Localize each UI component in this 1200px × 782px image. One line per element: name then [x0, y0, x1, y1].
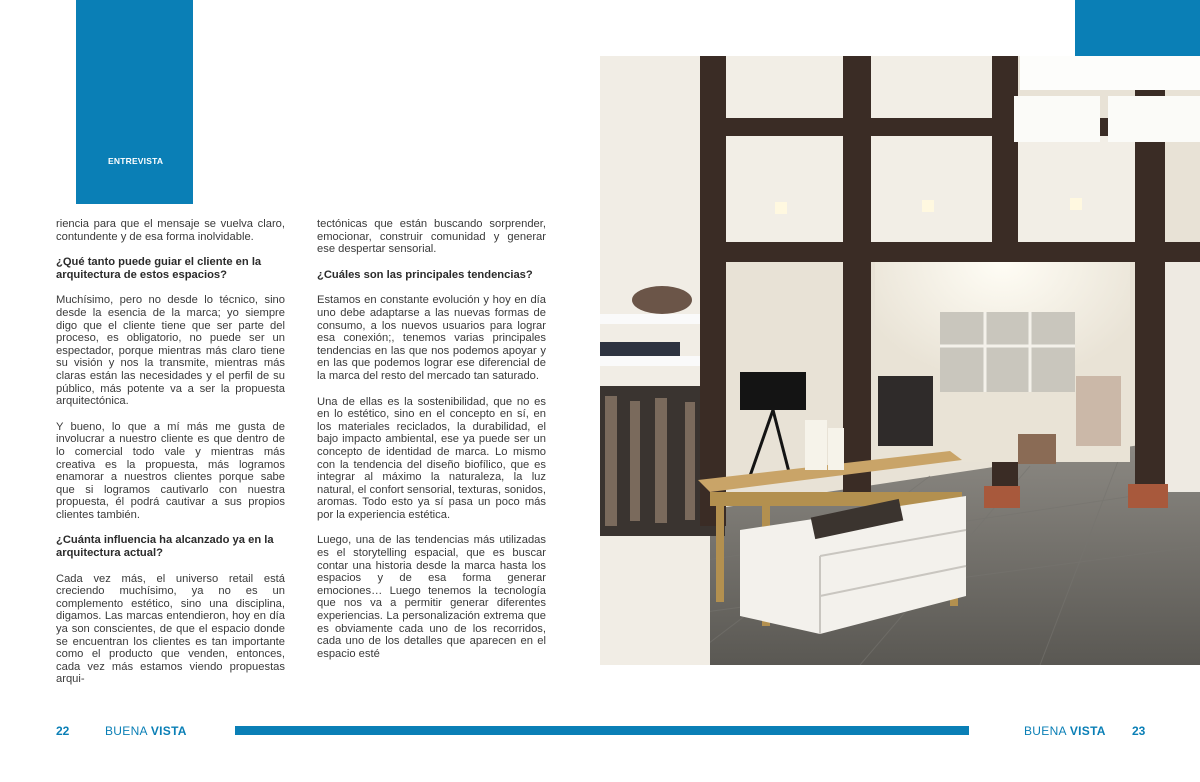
article-column-left: [56, 218, 285, 699]
article-paragraph: Estamos en constante evolución y hoy en día uno debe adaptarse a las nuevas formas de consumo, a los nuevos usuarios para lograr esa conexión;, tenemos varias principales tendencias en las que nos podemos apoyar y en las que podemos lograr ese diferencial de la marca del resto del mercado tan saturado.: [317, 294, 546, 382]
article-paragraph: Muchísimo, pero no desde lo técnico, sino desde la esencia de la marca; yo siempre digo que el cliente tiene que ser parte del proceso, es obligatorio, no puede ser un espectador, porque mientras más claro tiene su visión y nos la transmite, mientras más claras están las necesidades y el perfil de su público, más potente va a ser la propuesta arquitectónica.: [56, 294, 285, 408]
footer-bar: [235, 726, 969, 735]
brand-light-text: BUENA: [1024, 724, 1067, 738]
article-paragraph: tectónicas que están buscando sorprender, emocionar, construir comunidad y generar ese despertar sensorial.: [317, 218, 546, 256]
brand-right: [1024, 724, 1106, 738]
article-paragraph: Una de ellas es la sostenibilidad, que no es en lo estético, sino en el concepto en sí, en los materiales reciclados, la durabilidad, el bajo impacto ambiental, ese ya puede ser un concepto de identidad de marca. Lo mismo con la tendencia del diseño biofílico, que es integrar al máximo la naturaleza, la luz natural, el confort sensorial, texturas, sonidos, aromas. Todo esto ya sí pasa un poco más por la experiencia estética.: [317, 395, 546, 521]
brand-light-text: BUENA: [105, 724, 148, 738]
article-paragraph: Cada vez más, el universo retail está creciendo muchísimo, ya no es un complemento estético, sino una disciplina, digamos. Las marcas entendieron, hoy en día ya son conscientes, de que el espacio donde se encuentran los clientes es tan importante como el producto que venden, entonces, cada vez más estamos viendo propuestas arqui-: [56, 572, 285, 686]
corner-accent-block: [1075, 0, 1200, 56]
article-paragraph: Luego, una de las tendencias más utilizadas es el storytelling espacial, que es buscar contar una historia desde la marca hasta los espacios y de esa forma generar emociones… Luego tenemos la tecnología que nos va a permitir generar diferentes experiencias. La personalización extrema que es obviamente cada uno de los recorridos, cada uno de los detalles que aparecen en el espacio esté: [317, 534, 546, 660]
brand-bold-text: VISTA: [150, 724, 187, 738]
brand-bold-text: VISTA: [1069, 724, 1106, 738]
page-number-left: 22: [56, 724, 70, 738]
section-tag-label: ENTREVISTA: [108, 156, 164, 166]
article-question: ¿Cuáles son las principales tendencias?: [317, 268, 533, 281]
article-question: ¿Qué tanto puede guiar el cliente en la arquitectura de estos espacios?: [56, 256, 262, 281]
article-column-right: [317, 218, 546, 673]
article-question: ¿Cuánta influencia ha alcanzado ya en la arquitectura actual?: [56, 534, 274, 560]
article-paragraph: riencia para que el mensaje se vuelva claro, contundente y de esa forma inolvidable.: [56, 218, 285, 243]
store-interior-photo: [600, 56, 1200, 665]
page-number-right: 23: [1132, 724, 1146, 738]
article-paragraph: Y bueno, lo que a mí más me gusta de involucrar a nuestro cliente es que dentro de lo comercial todo vale y mientras más creativa es la propuesta, más logramos enamorar a nuestros clientes porque sabe que si logramos cautivarlo con nuestra propuesta, él podrá cautivar a sus propios clientes también.: [56, 420, 285, 521]
brand-left: [105, 724, 187, 738]
section-tag-block: [76, 0, 193, 204]
